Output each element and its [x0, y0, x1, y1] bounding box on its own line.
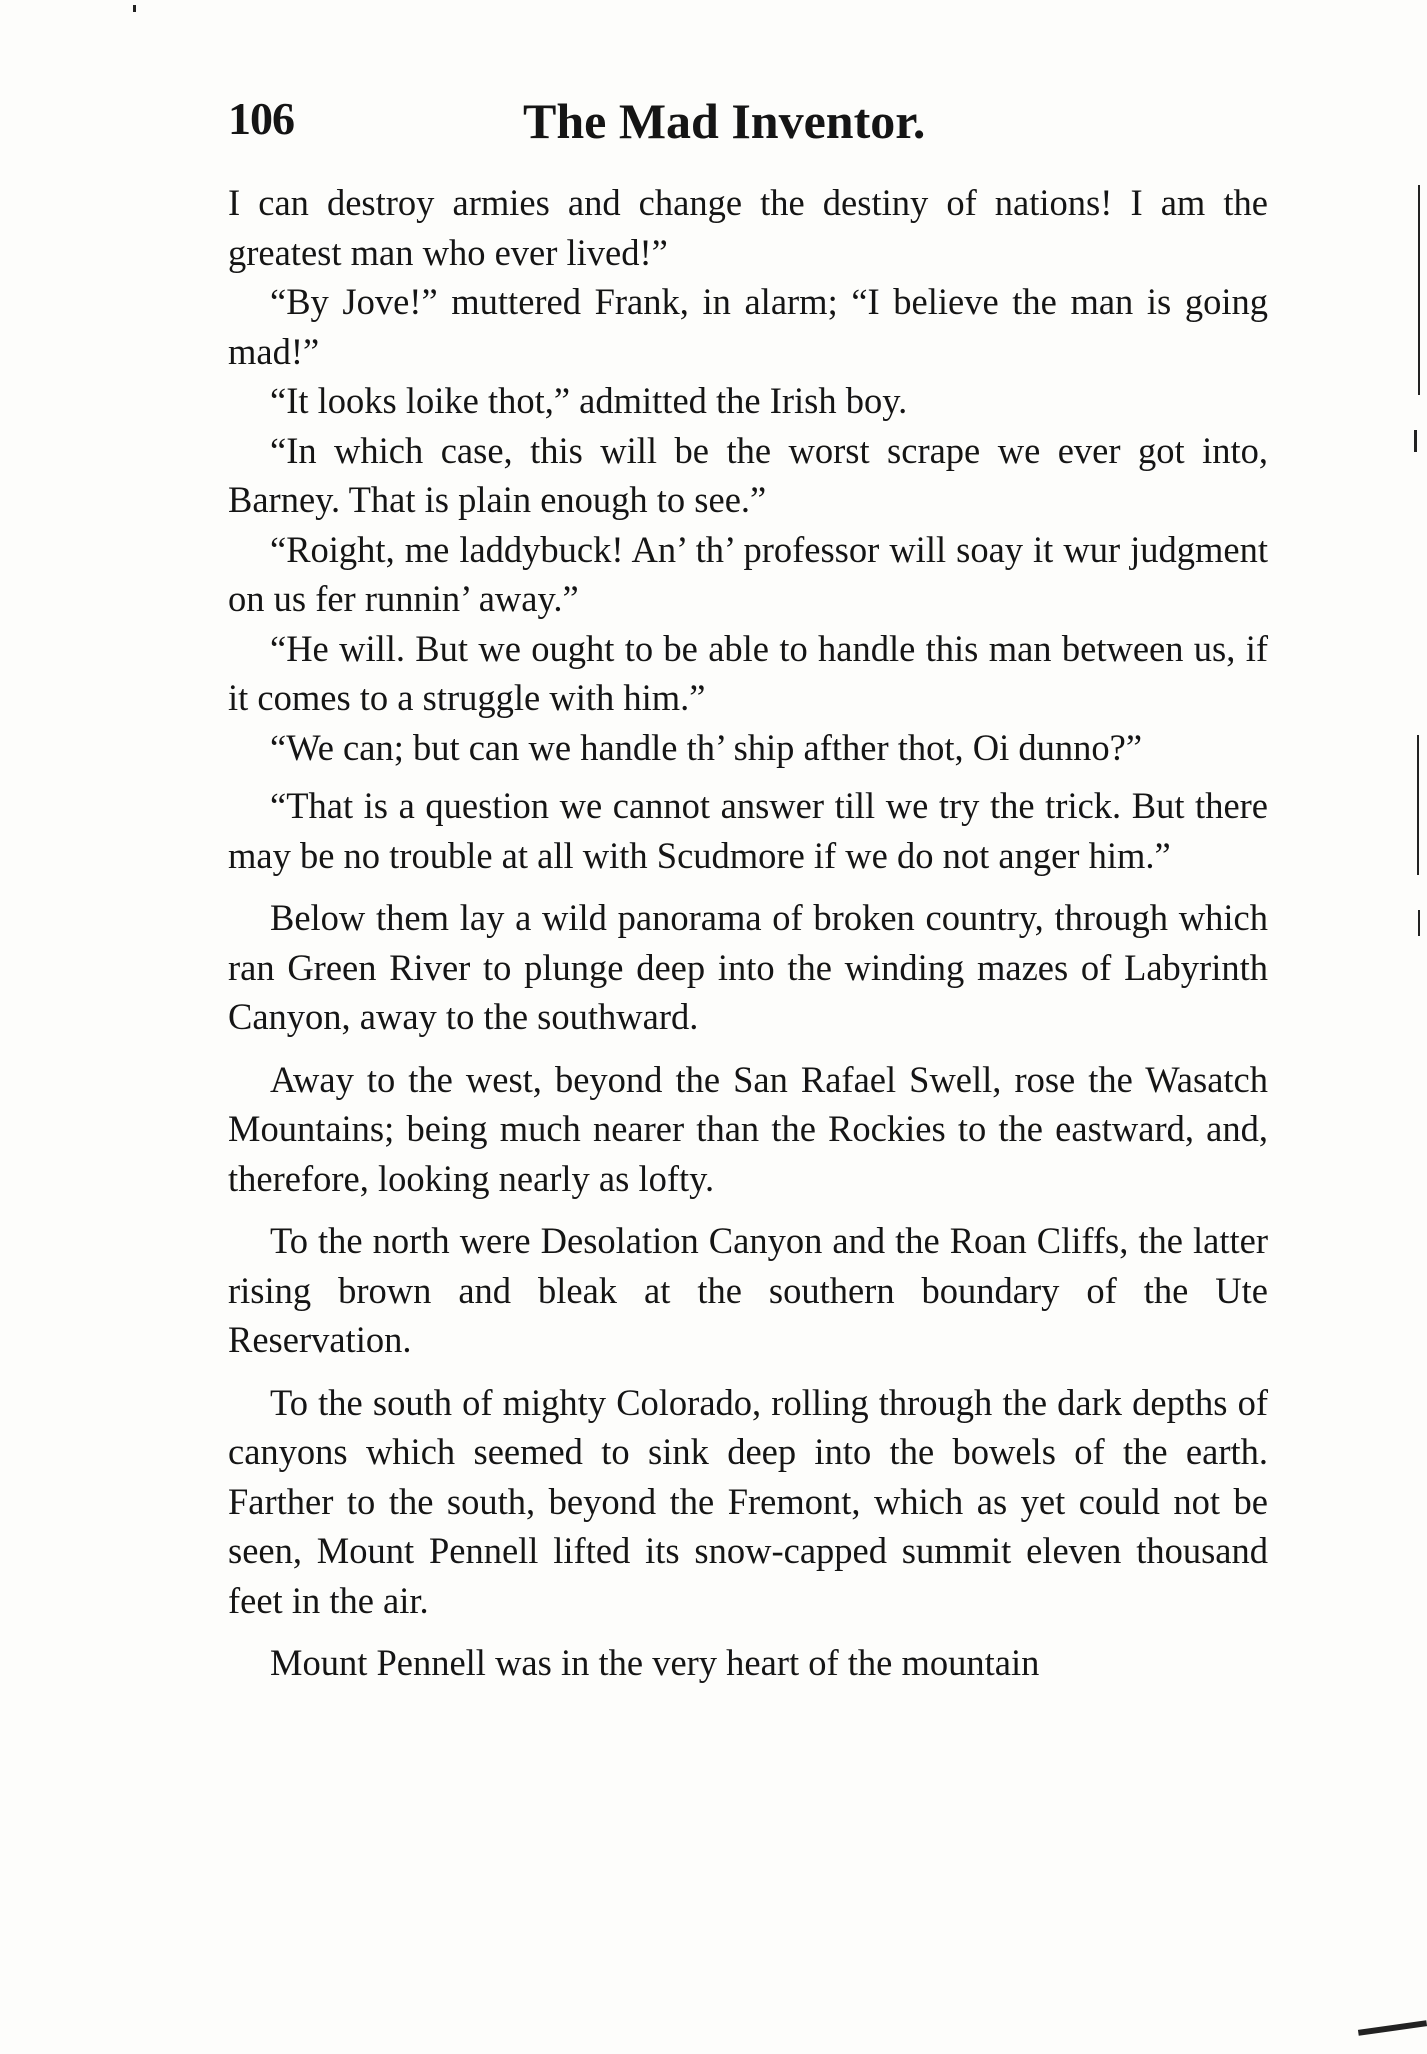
paragraph: “In which case, this will be the worst scrape we ever got into, Barney. That is plain enough to see.” [228, 429, 1268, 520]
scan-artifact [133, 5, 136, 12]
paragraph: “We can; but can we handle th’ ship afther thot, Oi dunno?” [270, 726, 1143, 768]
paragraph: I can destroy armies and change the destiny of nations! I am the greatest man who ever lived!” [228, 182, 1268, 273]
body-text [228, 178, 1268, 1688]
scan-artifact [1417, 735, 1419, 875]
scan-artifact [1414, 430, 1417, 452]
paragraph: To the south of mighty Colorado, rolling through the dark depths of canyons which seemed to sink deep into the bowels of the earth. Farther to the south, beyond the Fremont, which as yet could not be seen, Mount Pennell lifted its snow-capped summit eleven thousand feet in the air. [228, 1381, 1268, 1621]
scan-artifact [1418, 910, 1420, 936]
paragraph: “It looks loike thot,” admitted the Irish boy. [270, 380, 908, 421]
scan-artifact [1418, 185, 1420, 395]
paragraph: “Roight, me laddybuck! An’ th’ professor will soay it wur judgment on us fer runnin’ away.” [228, 528, 1268, 619]
page-number: 106 [228, 93, 294, 144]
paragraph: “That is a question we cannot answer till we try the trick. But there may be no trouble at all with Scudmore if we do not anger him.” [228, 785, 1268, 876]
page-header [228, 92, 1268, 162]
paragraph: Below them lay a wild panorama of broken country, through which ran Green River to plunge deep into the winding mazes of Labyrinth Canyon, away to the southward. [228, 897, 1268, 1037]
paragraph: Away to the west, beyond the San Rafael Swell, rose the Wasatch Mountains; being much nearer than the Rockies to the eastward, and, therefore, looking nearly as lofty. [228, 1058, 1268, 1199]
paragraph: To the north were Desolation Canyon and the Roan Cliffs, the latter rising brown and bleak at the southern boundary of the Ute Reservation. [228, 1220, 1268, 1360]
paragraph: “He will. But we ought to be able to handle this man between us, if it comes to a struggle with him.” [228, 627, 1268, 718]
running-title: The Mad Inventor. [523, 93, 926, 149]
paragraph: “By Jove!” muttered Frank, in alarm; “I believe the man is going mad!” [228, 281, 1268, 372]
scan-artifact [1358, 2020, 1427, 2036]
paragraph: Mount Pennell was in the very heart of the mountain [270, 1642, 1040, 1683]
